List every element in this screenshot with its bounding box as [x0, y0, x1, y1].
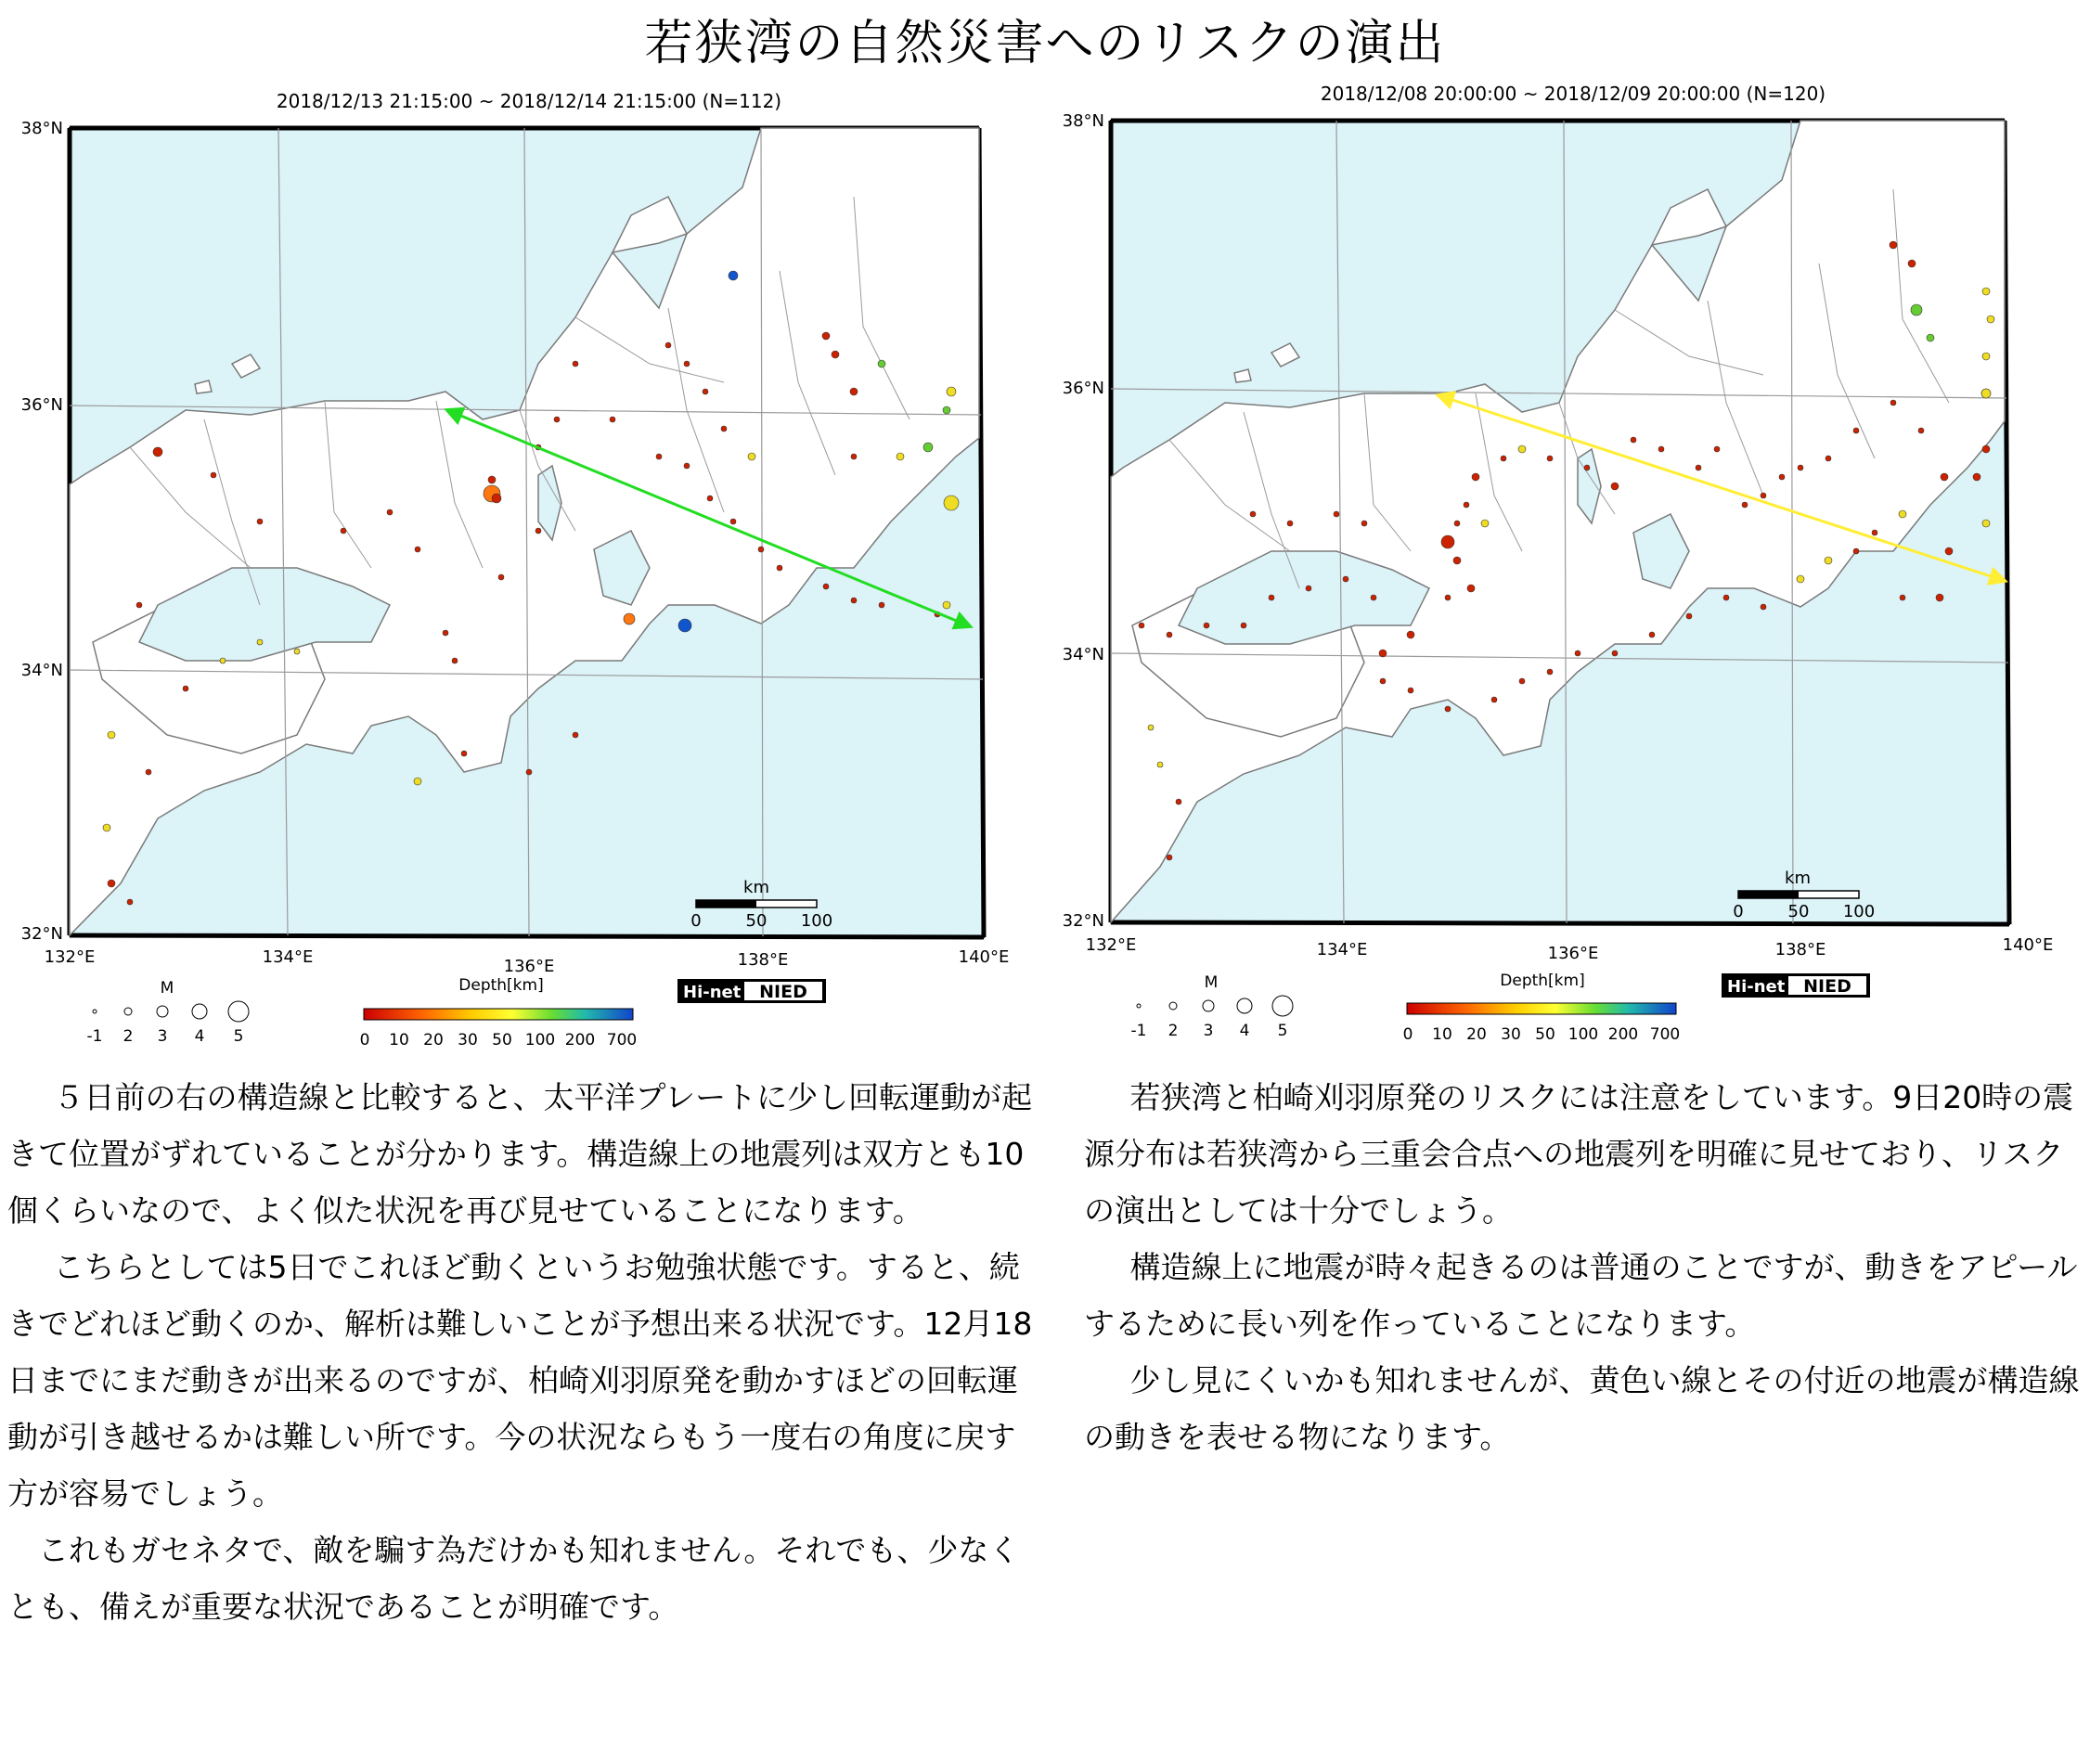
earthquake-dot: [1453, 557, 1461, 564]
earthquake-dot: [1519, 678, 1525, 684]
lat-label-36: 36°N: [20, 395, 63, 415]
earthquake-dot: [414, 778, 421, 785]
svg-text:km: km: [1785, 869, 1811, 888]
earthquake-dot: [850, 388, 858, 395]
svg-text:Hi-net: Hi-net: [1727, 977, 1786, 997]
map-daterange: 2018/12/13 21:15:00 ~ 2018/12/14 21:15:00 (N=112): [276, 90, 782, 112]
earthquake-dot: [684, 361, 690, 367]
earthquake-dot: [832, 351, 839, 358]
earthquake-dot: [1982, 445, 1990, 453]
earthquake-dot: [1472, 473, 1479, 481]
lat-label-36: 36°N: [1062, 379, 1104, 398]
earthquake-dot: [573, 732, 578, 738]
earthquake-dot: [108, 880, 115, 887]
svg-text:3: 3: [1203, 1022, 1214, 1040]
earthquake-dot: [851, 454, 857, 459]
earthquake-dot: [1501, 456, 1506, 461]
earthquake-dot: [554, 417, 560, 422]
right-paragraph-3: 少し見にくいかも知れませんが、黄色い線とその付近の地震が構造線の動きを表せる物になります。: [1084, 1362, 2080, 1455]
earthquake-dot: [1982, 353, 1990, 360]
svg-text:100: 100: [1842, 902, 1876, 921]
earthquake-dot: [1853, 548, 1859, 554]
lat-label-38: 38°N: [1062, 111, 1104, 131]
earthquake-dot: [211, 472, 216, 478]
svg-text:M: M: [1204, 973, 1219, 992]
right-commentary: [1084, 1069, 2086, 1465]
earthquake-dot: [452, 658, 458, 663]
page-title: 若狭湾の自然災害へのリスクの演出: [644, 16, 1446, 71]
earthquake-dot: [777, 565, 782, 571]
earthquake-dot: [257, 519, 263, 524]
earthquake-dot: [1176, 799, 1181, 805]
earthquake-dot: [1148, 725, 1154, 730]
svg-text:km: km: [743, 878, 769, 897]
earthquake-dot: [1441, 535, 1454, 548]
magnitude-legend: [87, 979, 249, 1046]
svg-text:100: 100: [1568, 1025, 1599, 1044]
lon-label-136: 136°E: [503, 957, 555, 976]
earthquake-dot: [943, 406, 950, 414]
earthquake-dot: [1407, 631, 1414, 638]
earthquake-dot: [1900, 595, 1905, 600]
svg-text:0: 0: [690, 911, 702, 931]
svg-text:5: 5: [233, 1027, 244, 1046]
svg-text:20: 20: [1466, 1025, 1487, 1044]
earthquake-dot: [1380, 678, 1386, 684]
earthquake-dot: [415, 547, 420, 552]
hinet-nied-logo: [1722, 973, 1870, 998]
lon-label-134: 134°E: [262, 947, 314, 967]
earthquake-dot: [684, 463, 690, 469]
earthquake-dot: [1973, 473, 1980, 481]
left-paragraph-2: こちらとしては5日でこれほど動くというお勉強状態です。すると、続きでどれほど動くのか、解析は難しいことが予想出来る状況です。12月18日までにまだ動きが出来るのですが、柏崎刈羽原発を動かすほどの回転運動が引き越せるかは難しい所です。今の状況ならもう一度右の角度に戻す方が容易でしょう。: [7, 1249, 1033, 1512]
earthquake-dot: [1518, 445, 1526, 453]
magnitude-legend: [1131, 973, 1293, 1040]
earthquake-dot: [822, 332, 830, 340]
earthquake-dot: [108, 731, 115, 739]
svg-text:200: 200: [1607, 1025, 1639, 1044]
earthquake-dot: [573, 361, 578, 367]
earthquake-dot: [1408, 688, 1413, 693]
lon-label-136: 136°E: [1547, 944, 1599, 963]
earthquake-dot: [1157, 762, 1163, 767]
svg-text:50: 50: [1535, 1025, 1555, 1044]
earthquake-dot: [1575, 650, 1580, 656]
earthquake-dot: [136, 602, 142, 608]
earthquake-dot: [1723, 595, 1729, 600]
earthquake-dot: [944, 496, 959, 510]
earthquake-dot: [127, 899, 133, 905]
earthquake-dot: [729, 271, 738, 280]
earthquake-dot: [1584, 465, 1590, 470]
earthquake-dot: [1797, 575, 1804, 583]
earthquake-dot: [1918, 428, 1924, 433]
earthquake-dot: [1139, 623, 1144, 628]
svg-text:5: 5: [1277, 1022, 1288, 1040]
earthquake-dot: [823, 584, 829, 589]
earthquake-dot: [1982, 520, 1990, 527]
earthquake-dot: [730, 519, 736, 524]
svg-text:2: 2: [123, 1027, 134, 1046]
earthquake-dot: [498, 574, 504, 580]
lat-label-34: 34°N: [1062, 645, 1104, 664]
earthquake-dot: [1890, 400, 1896, 406]
earthquake-dot: [526, 769, 532, 775]
lon-label-134: 134°E: [1316, 940, 1368, 959]
earthquake-dot: [1491, 697, 1497, 702]
earthquake-dot: [707, 496, 713, 501]
svg-text:Hi-net: Hi-net: [683, 983, 742, 1002]
svg-text:4: 4: [194, 1027, 205, 1046]
svg-text:Depth[km]: Depth[km]: [1500, 972, 1585, 990]
left-seismic-map: [19, 85, 1039, 1050]
earthquake-dot: [1872, 530, 1877, 535]
svg-text:100: 100: [800, 911, 833, 931]
earthquake-dot: [1269, 595, 1274, 600]
earthquake-dot: [1204, 623, 1209, 628]
earthquake-dot: [535, 528, 541, 534]
earthquake-dot: [665, 342, 671, 348]
right-seismic-map: [1058, 78, 2079, 1043]
earthquake-dot: [1742, 502, 1748, 508]
svg-text:3: 3: [157, 1027, 168, 1046]
earthquake-dot: [703, 389, 708, 394]
lon-label-132: 132°E: [44, 947, 96, 967]
earthquake-dot: [146, 769, 151, 775]
earthquake-dot: [610, 417, 615, 422]
earthquake-dot: [897, 453, 904, 460]
earthquake-dot: [851, 598, 857, 603]
earthquake-dot: [1798, 465, 1803, 470]
lat-label-38: 38°N: [20, 119, 63, 138]
left-map-panel: [19, 85, 1039, 1050]
earthquake-dot: [103, 824, 110, 831]
svg-text:NIED: NIED: [1803, 976, 1851, 997]
earthquake-dot: [488, 476, 496, 483]
svg-text:NIED: NIED: [759, 982, 807, 1002]
earthquake-dot: [461, 751, 467, 756]
earthquake-dot: [878, 360, 885, 367]
svg-text:0: 0: [1733, 902, 1744, 921]
svg-text:0: 0: [359, 1031, 370, 1049]
earthquake-dot: [1987, 315, 1994, 323]
earthquake-dot: [1899, 510, 1906, 518]
earthquake-dot: [1361, 521, 1367, 526]
svg-text:-1: -1: [1130, 1022, 1147, 1040]
svg-text:50: 50: [1787, 902, 1810, 921]
right-map-panel: [1058, 78, 2079, 1043]
earthquake-dot: [943, 601, 950, 609]
earthquake-dot: [1343, 576, 1348, 582]
lat-label-34: 34°N: [20, 661, 63, 680]
depth-legend: [360, 976, 638, 1049]
earthquake-dot: [624, 613, 635, 624]
right-paragraph-2: 構造線上に地震が時々起きるのは普通のことですが、動きをアピールするために長い列を作っていることになります。: [1084, 1249, 2078, 1342]
earthquake-dot: [1547, 456, 1553, 461]
earthquake-dot: [1686, 613, 1692, 619]
svg-text:700: 700: [1649, 1025, 1681, 1044]
svg-text:30: 30: [458, 1031, 478, 1049]
earthquake-dot: [678, 619, 691, 632]
earthquake-dot: [1927, 334, 1934, 341]
earthquake-dot: [183, 686, 188, 691]
earthquake-dot: [1761, 604, 1766, 610]
earthquake-dot: [1464, 502, 1469, 508]
earthquake-dot: [257, 639, 263, 645]
earthquake-dot: [1547, 669, 1553, 675]
earthquake-dot: [220, 658, 226, 663]
svg-text:100: 100: [524, 1031, 556, 1049]
earthquake-dot: [341, 528, 346, 534]
earthquake-dot: [1250, 511, 1256, 517]
earthquake-dot: [294, 649, 300, 654]
lon-label-138: 138°E: [737, 950, 789, 970]
earthquake-dot: [1825, 557, 1832, 564]
earthquake-dot: [1612, 650, 1618, 656]
left-paragraph-3: これもガセネタで、敵を騙す為だけかも知れません。それでも、少なくとも、備えが重要な状況であることが明確です。: [7, 1532, 1020, 1625]
earthquake-dot: [947, 387, 956, 396]
earthquake-dot: [1481, 520, 1489, 527]
right-paragraph-1: 若狭湾と柏崎刈羽原発のリスクには注意をしています。9日20時の震源分布は若狭湾から三重会合点への地震列を明確に見せており、リスクの演出としては十分でしょう。: [1084, 1079, 2074, 1229]
earthquake-dot: [1611, 483, 1619, 490]
earthquake-dot: [1826, 456, 1831, 461]
lon-label-140: 140°E: [2002, 935, 2054, 955]
earthquake-dot: [1167, 632, 1172, 637]
left-commentary: [7, 1069, 1039, 1635]
map-daterange: 2018/12/08 20:00:00 ~ 2018/12/09 20:00:00 (N=120): [1320, 83, 1826, 105]
earthquake-dot: [1371, 595, 1376, 600]
earthquake-dot: [1714, 446, 1720, 452]
earthquake-dot: [748, 453, 755, 460]
earthquake-dot: [1306, 586, 1311, 591]
earthquake-dot: [1631, 437, 1636, 443]
earthquake-dot: [492, 494, 501, 503]
earthquake-dot: [1890, 241, 1897, 249]
svg-text:2: 2: [1168, 1022, 1179, 1040]
earthquake-dot: [1779, 474, 1785, 480]
earthquake-dot: [1445, 706, 1451, 712]
earthquake-dot: [721, 426, 727, 431]
earthquake-dot: [1945, 547, 1953, 555]
earthquake-dot: [387, 509, 393, 515]
earthquake-dot: [1941, 473, 1948, 481]
earthquake-dot: [1981, 389, 1991, 398]
depth-legend: [1403, 972, 1681, 1044]
earthquake-dot: [656, 454, 662, 459]
earthquake-dot: [1761, 493, 1766, 498]
svg-text:200: 200: [564, 1031, 596, 1049]
lat-label-32: 32°N: [20, 924, 63, 944]
earthquake-dot: [1696, 465, 1701, 470]
lon-label-132: 132°E: [1085, 935, 1137, 955]
svg-text:700: 700: [606, 1031, 638, 1049]
svg-text:Depth[km]: Depth[km]: [458, 976, 544, 995]
svg-text:10: 10: [389, 1031, 409, 1049]
earthquake-dot: [1241, 623, 1246, 628]
earthquake-dot: [443, 630, 448, 636]
svg-text:-1: -1: [86, 1027, 103, 1046]
earthquake-dot: [1658, 446, 1664, 452]
earthquake-dot: [1334, 511, 1339, 517]
earthquake-dot: [1853, 428, 1859, 433]
earthquake-dot: [1379, 650, 1387, 657]
earthquake-dot: [1467, 585, 1475, 592]
earthquake-dot: [1908, 260, 1916, 267]
earthquake-dot: [1167, 855, 1172, 860]
earthquake-dot: [923, 443, 933, 452]
lon-label-138: 138°E: [1774, 940, 1826, 959]
svg-text:20: 20: [423, 1031, 444, 1049]
lat-label-32: 32°N: [1062, 911, 1104, 931]
svg-text:50: 50: [492, 1031, 512, 1049]
svg-text:30: 30: [1501, 1025, 1521, 1044]
svg-text:M: M: [160, 979, 174, 998]
earthquake-dot: [879, 602, 884, 608]
earthquake-dot: [1936, 594, 1943, 601]
hinet-nied-logo: [677, 979, 826, 1003]
svg-text:10: 10: [1432, 1025, 1452, 1044]
earthquake-dot: [1445, 595, 1451, 600]
earthquake-dot: [1649, 632, 1655, 637]
left-paragraph-1: ５日前の右の構造線と比較すると、太平洋プレートに少し回転運動が起きて位置がずれていることが分かります。構造線上の地震列は双方とも10個くらいなので、よく似た状況を再び見せていることになります。: [7, 1079, 1033, 1229]
earthquake-dot: [1982, 288, 1990, 295]
earthquake-dot: [1454, 521, 1460, 526]
earthquake-dot: [153, 447, 162, 457]
lon-label-140: 140°E: [958, 947, 1010, 967]
svg-text:50: 50: [745, 911, 768, 931]
earthquake-dot: [758, 547, 764, 552]
svg-text:4: 4: [1239, 1022, 1250, 1040]
svg-text:0: 0: [1402, 1025, 1413, 1044]
earthquake-dot: [1911, 304, 1922, 315]
earthquake-dot: [1287, 521, 1293, 526]
